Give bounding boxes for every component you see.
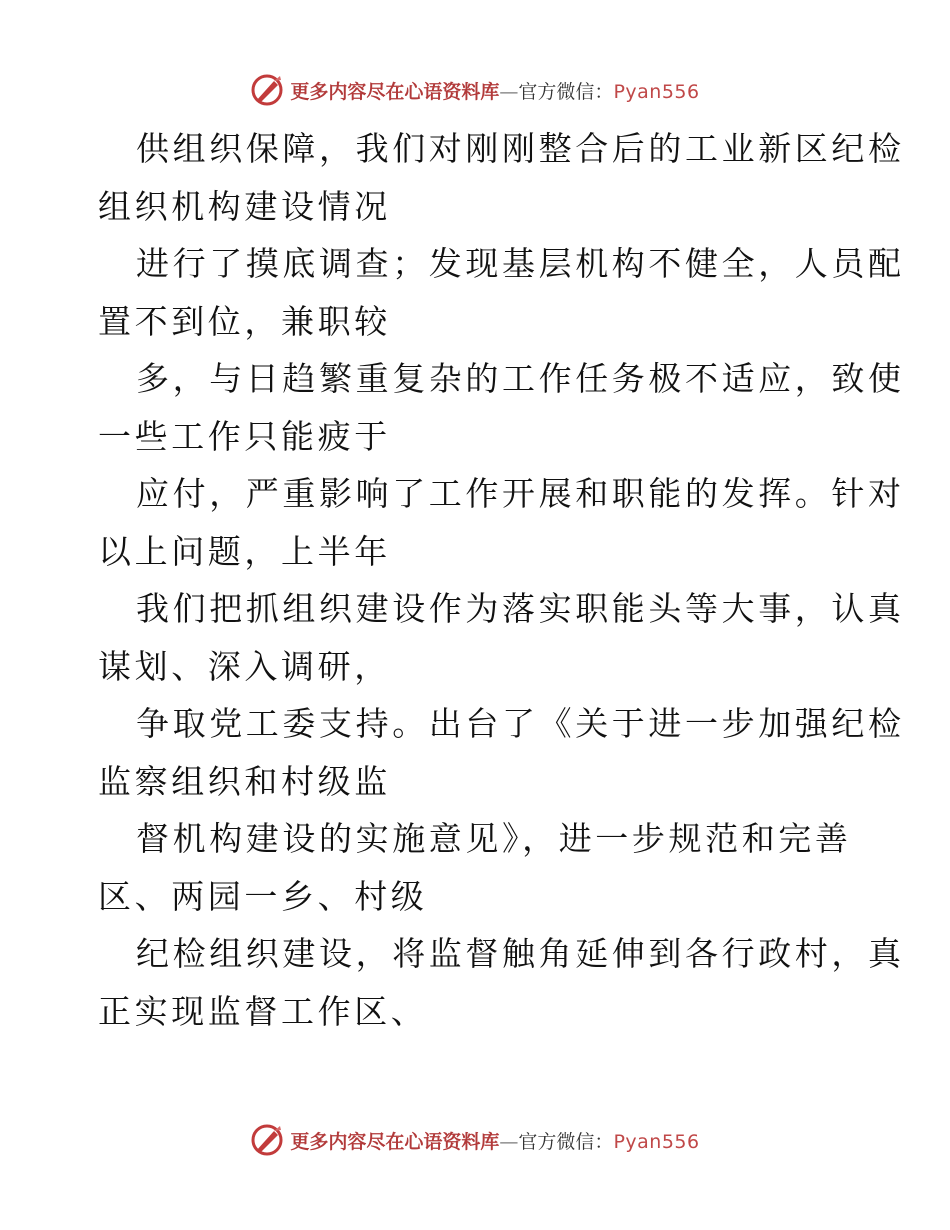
quill-pen-logo-icon	[250, 1123, 284, 1157]
paragraph-line: 供组织保障，我们对刚刚整合后的工业新区纪检	[136, 129, 905, 168]
paragraph	[98, 810, 858, 925]
paragraph-line: 应付，严重影响了工作开展和职能的发挥。针对	[136, 474, 905, 513]
paragraph-line: 置不到位，兼职较	[98, 301, 391, 341]
paragraph-line: 一些工作只能疲于	[98, 416, 391, 456]
paragraph	[98, 120, 905, 235]
paragraph-line: 正实现监督工作区、	[98, 991, 428, 1031]
paragraph	[98, 350, 905, 465]
document-body	[98, 120, 905, 1040]
paragraph-line: 监察组织和村级监	[98, 761, 391, 801]
paragraph	[98, 465, 905, 580]
header-brand-text: 更多内容尽在心语资料库	[290, 80, 500, 103]
header-wechat-label: 官方微信：	[518, 80, 614, 103]
paragraph-line: 进行了摸底调查；发现基层机构不健全，人员配	[136, 244, 905, 283]
footer-brand-text: 更多内容尽在心语资料库	[290, 1130, 500, 1153]
paragraph	[98, 235, 905, 350]
paragraph-line: 多，与日趋繁重复杂的工作任务极不适应，致使	[136, 359, 905, 398]
footer-separator: —	[499, 1130, 519, 1153]
header-banner	[0, 70, 950, 110]
paragraph-line: 组织机构建设情况	[98, 186, 391, 226]
footer-wechat-label: 官方微信：	[518, 1130, 614, 1153]
paragraph-line: 争取党工委支持。出台了《关于进一步加强纪检	[136, 704, 905, 743]
paragraph-line: 纪检组织建设，将监督触角延伸到各行政村，真	[136, 934, 905, 973]
paragraph-line: 谋划、深入调研，	[98, 646, 391, 686]
header-separator: —	[499, 80, 519, 103]
footer-banner	[0, 1120, 950, 1160]
footer-text	[290, 1127, 699, 1154]
paragraph-line: 督机构建设的实施意见》，进一步规范和完善	[136, 819, 852, 858]
header-wechat-id: Pyan556	[613, 80, 700, 103]
paragraph-line: 我们把抓组织建设作为落实职能头等大事，认真	[136, 589, 905, 628]
header-text	[290, 77, 699, 104]
paragraph	[98, 925, 905, 1040]
paragraph	[98, 695, 905, 810]
paragraph-line: 区、两园一乡、村级	[98, 876, 428, 916]
paragraph	[98, 580, 905, 695]
quill-pen-logo-icon	[250, 73, 284, 107]
paragraph-line: 以上问题，上半年	[98, 531, 391, 571]
footer-wechat-id: Pyan556	[613, 1130, 700, 1153]
